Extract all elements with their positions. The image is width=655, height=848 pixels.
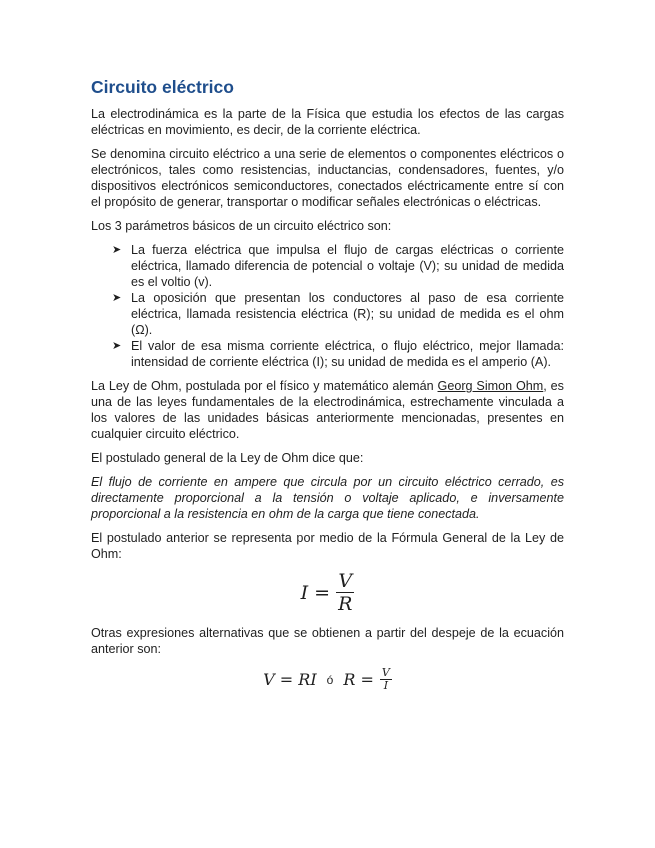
paragraph-alternativas-intro: Otras expresiones alternativas que se obtienen a partir del despeje de la ecuación anterior son: (91, 626, 564, 656)
page-title: Circuito eléctrico (91, 77, 234, 97)
formula-resistance-lhs: R = (343, 669, 374, 689)
list-item (112, 242, 564, 290)
paragraph-postulado-intro: El postulado general de la Ley de Ohm dice que: (91, 451, 364, 465)
list-item-text: El valor de esa misma corriente eléctrica, o flujo eléctrico, mejor llamada: intensidad de corriente eléctrica (I); su unidad de medida es el amperio (A). (131, 339, 564, 369)
document-body (91, 76, 564, 692)
paragraph-circuito-definicion: Se denomina circuito eléctrico a una serie de elementos o componentes eléctricos o electrónicos, tales como resistencias, inductancias, condensadores, fuentes, y/o dispositivos electrónicos semiconductores, conectados eléctricamente entre sí con el propósito de generar, transportar o modificar señales electrónicas o eléctricas. (91, 147, 564, 209)
paragraph-parametros-intro: Los 3 parámetros básicos de un circuito eléctrico son: (91, 219, 392, 233)
arrow-bullet-icon: ➤ (112, 340, 122, 352)
arrow-bullet-icon: ➤ (112, 292, 122, 304)
arrow-bullet-icon: ➤ (112, 244, 122, 256)
formula-denominator: I (383, 679, 389, 692)
georg-simon-ohm-link[interactable]: Georg Simon Ohm (437, 379, 544, 393)
parameters-list (91, 242, 564, 370)
ohm-text-before: La Ley de Ohm, postulada por el físico y matemático alemán (91, 379, 438, 393)
list-item-text: La oposición que presentan los conductores al paso de esa corriente eléctrica, llamada resistencia eléctrica (R); su unidad de medida es el ohm (Ω). (131, 291, 564, 337)
formula-numerator: V (381, 666, 390, 679)
list-item (112, 290, 564, 338)
formula-fraction (336, 570, 354, 615)
ohm-law-quote: El flujo de corriente en ampere que circula por un circuito eléctrico cerrado, es directamente proporcional a la tensión o voltaje aplicado, e inversamente proporcional a la resistencia en ohm de la carga que tiene conectada. (91, 475, 564, 521)
formula-denominator: R (338, 593, 353, 615)
ohm-text-after: , es una de las leyes fundamentales de la electrodinámica, estrechamente vinculada a los valores de las unidades básicas anteriormente mencionadas, presentes en cualquier circuito eléctrico. (91, 379, 564, 441)
formula-resistance-fraction (380, 667, 392, 692)
paragraph-ley-de-ohm (91, 378, 564, 442)
list-item-text: La fuerza eléctrica que impulsa el flujo de cargas eléctricas o corriente eléctrica, llamado diferencia de potencial o voltaje (V); su unidad de medida es el voltio (v). (131, 243, 564, 289)
ohm-formula-main (91, 570, 564, 615)
formula-voltage: V = RI (263, 669, 317, 689)
ohm-formula-alternatives (91, 667, 564, 692)
formula-numerator: V (338, 570, 353, 592)
formula-separator: ó (326, 672, 334, 687)
formula-lhs: I = (300, 581, 331, 604)
paragraph-electrodinamica: La electrodinámica es la parte de la Física que estudia los efectos de las cargas eléctricas en movimiento, es decir, de la corriente eléctrica. (91, 107, 564, 137)
paragraph-formula-intro: El postulado anterior se representa por medio de la Fórmula General de la Ley de Ohm: (91, 531, 564, 561)
list-item (112, 338, 564, 370)
